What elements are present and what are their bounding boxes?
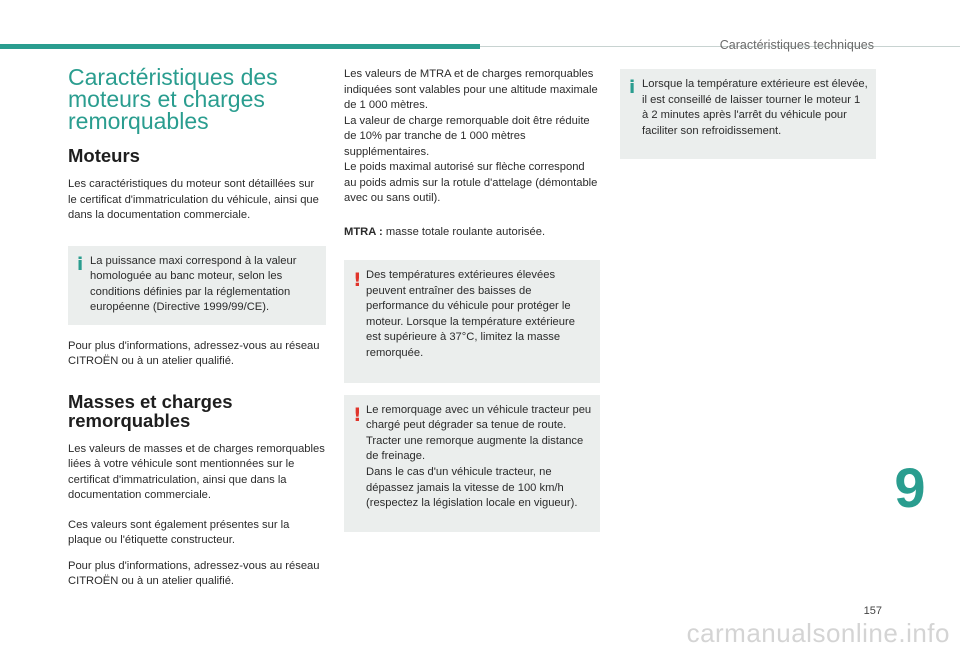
info-box-refroidissement-text: Lorsque la température extérieure est élevée, il est conseillé de laisser tourner le moteur 1 à 2 minutes après l'arrêt du véhicule pour faciliter son refroidissement. <box>642 78 868 137</box>
masses-heading-line-2: remorquables <box>68 409 191 431</box>
mtra-label: MTRA : <box>344 225 383 238</box>
page-number: 157 <box>863 605 882 617</box>
warning-box-temperature <box>344 260 600 383</box>
page-title-line-3: remorquables <box>68 108 209 134</box>
column-left <box>68 66 326 590</box>
mtra-definition <box>344 225 600 241</box>
info-box-refroidissement <box>620 69 876 159</box>
header-accent-bar <box>0 44 480 49</box>
moteurs-paragraph: Les caractéristiques du moteur sont détaillées sur le certificat d'immatriculation du véhicule, ainsi que dans la documentation commerciale. <box>68 178 319 221</box>
mtra-paragraph-line-2: La valeur de charge remorquable doit être réduite de 10% par tranche de 1 000 mètres supplémentaires. <box>344 114 590 158</box>
column-right <box>620 69 876 159</box>
page-title-line-1: Caractéristiques des <box>68 64 278 90</box>
page-title-line-2: moteurs et charges <box>68 86 265 112</box>
more-info-paragraph-1: Pour plus d'informations, adressez-vous au réseau CITROËN ou à un atelier qualifié. <box>68 339 320 368</box>
info-icon: i <box>77 253 84 275</box>
masses-paragraph-2: Ces valeurs sont également présentes sur la plaque ou l'étiquette constructeur. <box>68 518 290 547</box>
warning-box-remorquage-line-3: Dans le cas d'un véhicule tracteur, ne dépassez jamais la vitesse de 100 km/h (respectez la législation locale en vigueur). <box>366 465 578 510</box>
masses-paragraph-1: Les valeurs de masses et de charges remorquables liées à votre véhicule sont mentionnées sur le certificat d'immatriculation, ainsi que dans la documentation commerciale. <box>68 442 325 502</box>
warning-box-temperature-text: Des températures extérieures élevées peuvent entraîner des baisses de performance du véhicule pour protéger le moteur. Lorsque la température extérieure est supérieure à 37°C, limitez la masse remorquée. <box>366 269 575 359</box>
warning-icon: ! <box>353 269 362 291</box>
watermark: carmanualsonline.info <box>686 618 950 648</box>
warning-icon: ! <box>353 403 362 426</box>
mtra-definition-text: masse totale roulante autorisée. <box>382 225 546 238</box>
warning-box-remorquage <box>344 395 600 532</box>
moteurs-heading: Moteurs <box>68 145 140 166</box>
info-box-puissance-text: La puissance maxi correspond à la valeur homologuée au banc moteur, selon les conditions définies par la réglementation européenne (Directive 1999/99/CE). <box>90 254 297 314</box>
info-box-puissance <box>68 246 326 325</box>
more-info-paragraph-2: Pour plus d'informations, adressez-vous au réseau CITROËN ou à un atelier qualifié. <box>68 559 320 588</box>
page-title <box>68 66 326 132</box>
mtra-paragraph-line-3: Le poids maximal autorisé sur flèche correspond au poids admis sur la rotule d'attelage (démontable avec ou sans outil). <box>344 161 598 204</box>
info-icon: i <box>629 77 636 98</box>
mtra-paragraph-line-1: Les valeurs de MTRA et de charges remorquables indiquées sont valables pour une altitude maximale de 1 000 mètres. <box>344 68 598 111</box>
warning-box-remorquage-line-2: Tracter une remorque augmente la distance de freinage. <box>366 434 584 463</box>
masses-heading-line-1: Masses et charges <box>68 390 233 412</box>
column-middle <box>344 67 600 532</box>
warning-box-remorquage-line-1: Le remorquage avec un véhicule tracteur peu chargé peut dégrader sa tenue de route. <box>366 403 592 432</box>
section-title: Caractéristiques techniques <box>719 38 874 52</box>
chapter-number: 9 <box>894 456 926 519</box>
masses-heading <box>68 392 326 430</box>
